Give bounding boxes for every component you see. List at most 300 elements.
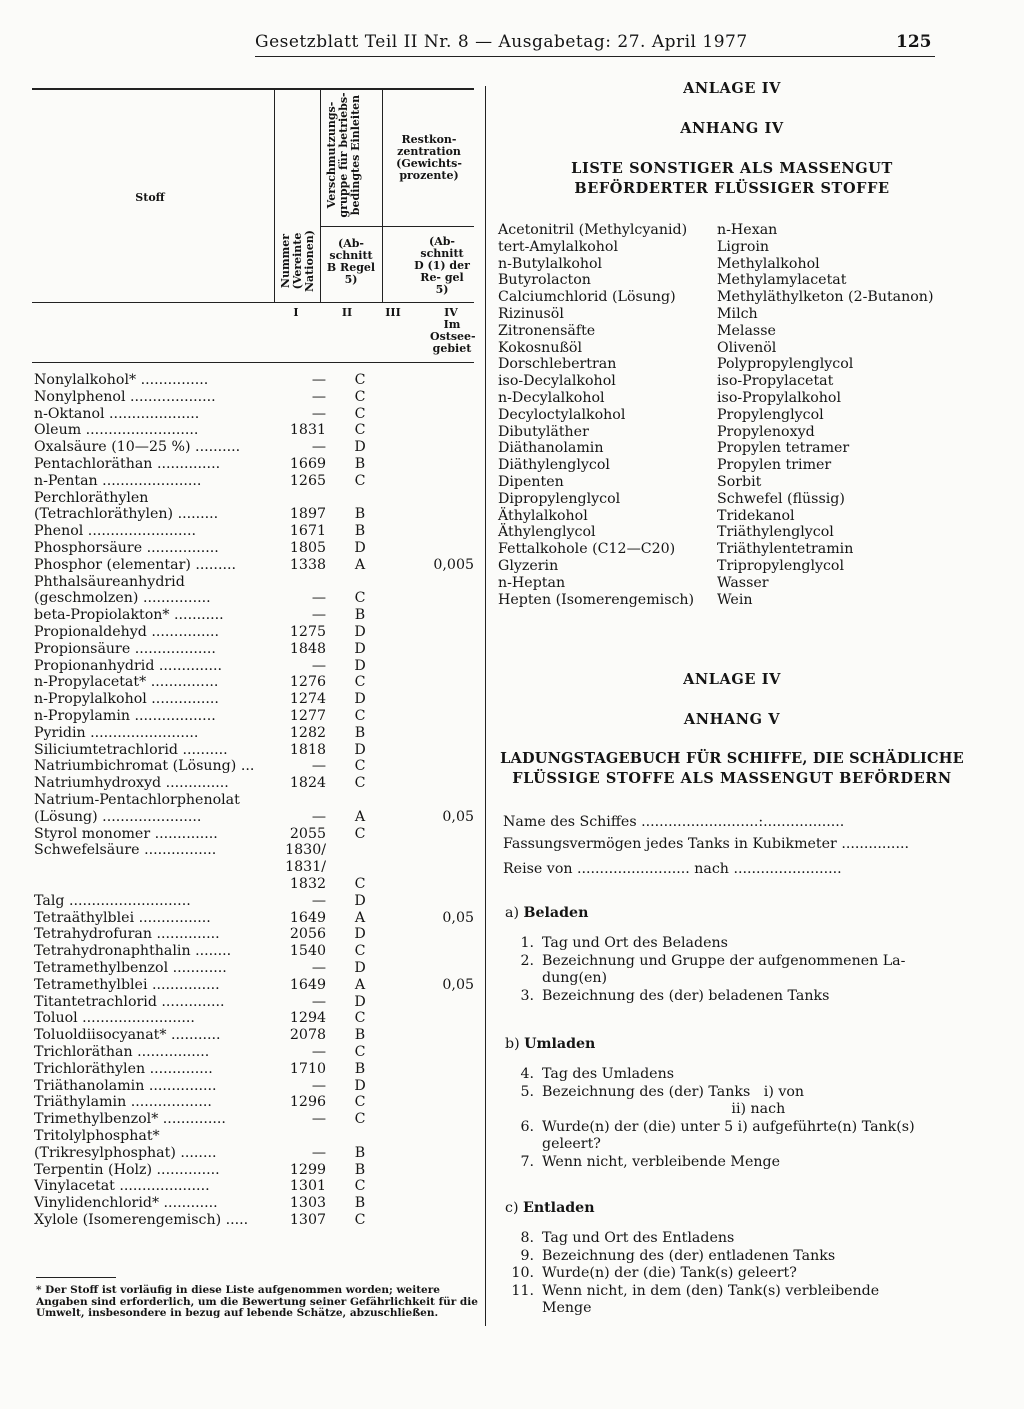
pollution-group: B: [354, 523, 366, 540]
section-c-heading: c) Entladen: [505, 1200, 595, 1216]
pollution-group: A: [354, 556, 366, 573]
un-number: 1276: [289, 674, 326, 691]
un-number: 1301: [289, 1178, 326, 1195]
table-row: [34, 725, 484, 742]
pollution-group: A: [354, 976, 366, 993]
logbook-title-line2: FLÜSSIGE STOFFE ALS MASSENGUT BEFÖRDERN: [512, 770, 952, 787]
substance-name: Tetrahydrofuran ..............: [34, 926, 220, 943]
un-number: —: [311, 388, 326, 405]
list-item: Hepten (Isomerengemisch): [498, 591, 695, 608]
list-item: Propylen trimer: [717, 457, 832, 474]
item-number: 11.: [511, 1282, 534, 1299]
table-row: [34, 1111, 484, 1128]
table-row: [34, 859, 484, 876]
list-item: Calciumchlorid (Lösung): [498, 289, 676, 306]
item-number: 1.: [520, 935, 534, 951]
un-number: 1669: [289, 456, 326, 472]
un-number: —: [311, 892, 326, 909]
col-gruppe-sub: (Ab- schnitt B Regel 5): [326, 237, 376, 286]
un-number: —: [311, 758, 326, 775]
substance-name: (geschmolzen) ...............: [34, 590, 211, 607]
pollution-group: B: [354, 1144, 366, 1161]
substance-name: Tritolylphosphat*: [34, 1128, 160, 1144]
logbook-item: [500, 1265, 797, 1282]
pollution-group: D: [354, 993, 366, 1010]
un-number: 1296: [289, 1094, 326, 1111]
table-row: [34, 977, 484, 994]
logbook-item: [500, 1136, 601, 1153]
logbook-item: [500, 1119, 915, 1136]
list-item: Wasser: [717, 574, 769, 591]
table-row: [34, 1094, 484, 1111]
list-item: Rizinusöl: [498, 305, 564, 322]
list-item: Olivenöl: [717, 339, 777, 356]
pollution-group: D: [354, 1077, 366, 1094]
table-row: [34, 624, 484, 641]
pollution-group: B: [354, 607, 366, 624]
list-item: Schwefel (flüssig): [717, 490, 845, 507]
roman-ii: II: [341, 306, 353, 319]
un-number: —: [311, 372, 326, 388]
table-row: [34, 1128, 484, 1145]
table-row: [34, 557, 484, 574]
list-item: Tripropylenglycol: [717, 557, 845, 574]
table-row: [34, 674, 484, 691]
substance-name: Nonylphenol ...................: [34, 388, 216, 405]
item-text: Menge: [542, 1300, 592, 1316]
pollution-group: B: [354, 456, 366, 472]
list-item: Milch: [717, 305, 758, 322]
substance-name: n-Propylamin ..................: [34, 708, 216, 724]
item-text: Wurde(n) der (die) Tank(s) geleert?: [542, 1265, 797, 1281]
logbook-item: [500, 1066, 674, 1083]
residual-concentration: 0,05: [442, 808, 474, 825]
table-col-line-1: [274, 90, 275, 302]
substance-name: Toluoldiisocyanat* ...........: [34, 1027, 221, 1044]
item-number: 2.: [520, 952, 534, 969]
table-row: [34, 842, 484, 859]
list-item: Methylalkohol: [717, 255, 820, 272]
un-number: 1294: [289, 1010, 326, 1027]
item-text: Bezeichnung und Gruppe der aufgenommenen La-: [542, 952, 906, 969]
un-number: —: [311, 993, 326, 1010]
section-a-items: [500, 935, 960, 1015]
table-row: [34, 691, 484, 708]
list-item: Propylen tetramer: [717, 440, 850, 457]
table-row: [34, 372, 484, 389]
un-number: 1831: [289, 422, 326, 439]
un-number: 1277: [289, 708, 326, 724]
table-row: [34, 876, 484, 893]
substance-name: Pentachloräthan ..............: [34, 456, 221, 472]
pollution-group: B: [354, 724, 366, 741]
substance-name: n-Propylalkohol ...............: [34, 691, 219, 708]
list-item: iso-Propylalkohol: [717, 389, 842, 406]
list-item: Melasse: [717, 322, 776, 339]
pollution-group: C: [354, 876, 366, 892]
table-row: [34, 910, 484, 927]
item-text: Bezeichnung des (der) beladenen Tanks: [542, 987, 830, 1004]
un-number: —: [311, 1144, 326, 1161]
substance-name: Propionsäure ..................: [34, 640, 216, 657]
un-number: —: [311, 439, 326, 456]
un-number: 1649: [289, 976, 326, 993]
table-row: [34, 641, 484, 658]
roman-i: I: [293, 306, 299, 319]
substance-name: Natriumhydroxyd ..............: [34, 775, 229, 792]
table-row: [34, 590, 484, 607]
table-row: [34, 708, 484, 725]
pollution-group: D: [354, 892, 366, 909]
un-number: —: [311, 590, 326, 607]
list-item: Sorbit: [717, 473, 762, 490]
un-number: 1897: [289, 506, 326, 523]
roman-iv: IV: [444, 306, 458, 319]
list-item: n-Heptan: [498, 574, 566, 591]
table-row: [34, 809, 484, 826]
table-row: [34, 574, 484, 591]
table-row: [34, 389, 484, 406]
list-item: n-Hexan: [717, 222, 778, 238]
list-item: Zitronensäfte: [498, 322, 596, 339]
substance-name: Trimethylbenzol* ..............: [34, 1111, 226, 1128]
pollution-group: B: [354, 1060, 366, 1077]
pollution-group: B: [354, 1027, 366, 1044]
section-b-heading: b) Umladen: [505, 1036, 596, 1052]
list-item: iso-Propylacetat: [717, 373, 834, 390]
item-number: 7.: [520, 1153, 534, 1170]
table-row: [34, 1044, 484, 1061]
logbook-item: [500, 1283, 879, 1300]
pollution-group: C: [354, 1178, 366, 1195]
un-number: 1848: [289, 640, 326, 657]
table-col-line-2: [320, 90, 321, 302]
item-number: 3.: [520, 987, 534, 1004]
pollution-group: C: [354, 708, 366, 724]
pollution-group: C: [354, 1010, 366, 1027]
pollution-group: D: [354, 926, 366, 943]
table-top-rule: [32, 88, 474, 90]
un-number: —: [311, 960, 326, 976]
un-number: 2056: [289, 926, 326, 943]
substance-name: Tetraäthylblei ................: [34, 909, 211, 926]
table-row: [34, 1195, 484, 1212]
table-row: [34, 473, 484, 490]
anhang-v-heading: ANHANG V: [683, 711, 781, 728]
logbook-item: [500, 953, 905, 970]
substance-list-col1: [498, 222, 713, 608]
item-number: 5.: [520, 1083, 534, 1100]
substance-name: Toluol .........................: [34, 1010, 195, 1027]
substance-name: Phosphor (elementar) .........: [34, 556, 236, 573]
pollution-group: C: [354, 674, 366, 691]
logbook-item: [500, 1300, 592, 1317]
item-text: Tag des Umladens: [542, 1066, 674, 1082]
substance-name: Oxalsäure (10—25 %) ..........: [34, 439, 241, 456]
substance-name: n-Propylacetat* ...............: [34, 674, 219, 691]
table-row: [34, 994, 484, 1011]
pollution-group: C: [354, 1044, 366, 1060]
item-text: Wurde(n) der (die) unter 5 i) aufgeführte(n) Tank(s): [542, 1118, 915, 1135]
list-item: Tridekanol: [717, 507, 795, 524]
un-number: —: [311, 808, 326, 825]
list-item: Äthylalkohol: [498, 507, 588, 524]
table-row: [34, 926, 484, 943]
table-row: [34, 758, 484, 775]
list-item: Propylenoxyd: [717, 423, 815, 440]
table-header-rule: [32, 302, 474, 303]
table-row: [34, 1010, 484, 1027]
substance-name: Vinylacetat ....................: [34, 1178, 210, 1195]
table-row: [34, 1027, 484, 1044]
un-number: 1831/: [285, 859, 326, 876]
list-item: Butyrolacton: [498, 272, 591, 289]
table-row: [34, 406, 484, 423]
voyage-line: Reise von ......................... nach ........................: [503, 861, 842, 877]
list-item: Äthylenglycol: [498, 524, 596, 541]
logbook-title-line1: LADUNGSTAGEBUCH FÜR SCHIFFE, DIE SCHÄDLICHE: [500, 750, 964, 767]
list-item: Propylenglycol: [717, 406, 824, 423]
pollution-group: D: [354, 960, 366, 976]
item-number: 6.: [520, 1118, 534, 1135]
substance-name: Schwefelsäure ................: [34, 842, 217, 859]
table-row: [34, 490, 484, 507]
substance-name: Styrol monomer ..............: [34, 825, 218, 842]
substance-name: n-Pentan ......................: [34, 472, 202, 489]
item-text: Wenn nicht, in dem (den) Tank(s) verbleibende: [542, 1282, 880, 1299]
list-item: Fettalkohole (C12—C20): [498, 541, 676, 558]
list-item: Triäthylenglycol: [717, 524, 834, 541]
substance-name: Siliciumtetrachlorid ..........: [34, 741, 228, 758]
table-row: [34, 1178, 484, 1195]
substance-name: Terpentin (Holz) ..............: [34, 1161, 220, 1178]
un-number: 1649: [289, 909, 326, 926]
page-number: 125: [896, 32, 932, 52]
list-item: Glyzerin: [498, 557, 559, 574]
un-number: 1540: [289, 943, 326, 960]
substance-name: Tetramethylblei ...............: [34, 976, 220, 993]
logbook-item: [500, 935, 728, 952]
list-item: Diäthanolamin: [498, 440, 604, 457]
list-item: n-Decylalkohol: [498, 389, 605, 406]
item-text: dung(en): [542, 970, 608, 986]
list-item: Dipenten: [498, 473, 564, 490]
pollution-group: D: [354, 540, 366, 556]
list-item: Kokosnußöl: [498, 339, 583, 356]
header-rule: [255, 56, 935, 57]
table-row: [34, 439, 484, 456]
section-b-items: [500, 1066, 960, 1176]
table-row: [34, 1162, 484, 1179]
table-row: [34, 826, 484, 843]
substance-name: Phenol ........................: [34, 523, 197, 540]
pollution-group: C: [354, 775, 366, 792]
substance-name: Tetrahydronaphthalin ........: [34, 943, 232, 960]
un-number: —: [311, 607, 326, 624]
item-text: Bezeichnung des (der) entladenen Tanks: [542, 1247, 836, 1264]
footnote-rule: [36, 1277, 116, 1278]
pollution-group: C: [354, 590, 366, 607]
pollution-group: D: [354, 657, 366, 674]
un-number: 1299: [289, 1161, 326, 1178]
un-number: 1338: [289, 556, 326, 573]
table-row: [34, 1061, 484, 1078]
un-number: —: [311, 405, 326, 422]
ship-name-line: Name des Schiffes ..........................:..................: [503, 814, 845, 830]
substance-name: Phosphorsäure ................: [34, 540, 219, 556]
un-number: —: [311, 1077, 326, 1094]
substance-name: (Lösung) ......................: [34, 808, 202, 825]
un-number: 1830/: [285, 842, 326, 859]
residual-concentration: 0,005: [433, 556, 474, 573]
col-gruppe-header: Verschmutzungs- gruppe für betriebs- bedingtes Einleiten: [325, 92, 362, 218]
list-item: Ligroin: [717, 238, 770, 255]
pollution-group: D: [354, 624, 366, 640]
pollution-group: C: [354, 943, 366, 960]
logbook-item: [500, 1248, 835, 1265]
capacity-line: Fassungsvermögen jedes Tanks in Kubikmeter ...............: [503, 836, 909, 852]
table-row: [34, 893, 484, 910]
table-roman-rule: [32, 362, 474, 363]
pollution-group: D: [354, 640, 366, 657]
list-item: Methyläthylketon (2-Butanon): [717, 289, 934, 306]
un-number: 1274: [289, 691, 326, 708]
pollution-group: A: [354, 909, 366, 926]
un-number: 2055: [289, 825, 326, 842]
pollution-group: D: [354, 741, 366, 758]
substance-name: beta-Propiolakton* ...........: [34, 607, 224, 624]
table-col-line-3: [382, 90, 383, 302]
substance-name: Pyridin ........................: [34, 724, 199, 741]
anlage-iv-heading: ANLAGE IV: [683, 80, 781, 97]
logbook-item: [500, 1230, 734, 1247]
substance-name: Propionaldehyd ...............: [34, 624, 220, 640]
substance-list-col2: [717, 222, 967, 608]
pollution-group: C: [354, 825, 366, 842]
list-item: n-Butylalkohol: [498, 255, 603, 272]
pollution-group: C: [354, 472, 366, 489]
section-c-items: [500, 1230, 960, 1330]
column-divider: [485, 86, 486, 1326]
un-number: 1818: [289, 741, 326, 758]
list-item: Methylamylacetat: [717, 272, 847, 289]
pollution-group: C: [354, 758, 366, 775]
roman-iii: III: [385, 306, 401, 319]
substance-name: Natriumbichromat (Lösung) ...: [34, 758, 255, 775]
substance-name: Trichloräthylen ..............: [34, 1060, 213, 1077]
un-number: 1303: [289, 1195, 326, 1212]
substance-name: Xylole (Isomerengemisch) .....: [34, 1212, 249, 1228]
item-text: Tag und Ort des Beladens: [542, 935, 728, 951]
substance-name: (Tetrachloräthylen) .........: [34, 506, 219, 523]
table-row: [34, 1145, 484, 1162]
list-item: Dorschlebertran: [498, 356, 617, 373]
pollution-group: D: [354, 691, 366, 708]
un-number: 1282: [289, 724, 326, 741]
substance-name: Triäthylamin ..................: [34, 1094, 212, 1111]
pollution-group: B: [354, 1161, 366, 1178]
un-number: 1824: [289, 775, 326, 792]
pollution-group: C: [354, 422, 366, 439]
list-item: Dipropylenglycol: [498, 490, 621, 507]
un-number: 1307: [289, 1212, 326, 1228]
list-item: Polypropylenglycol: [717, 356, 854, 373]
pollution-group: C: [354, 1212, 366, 1228]
substance-name: Propionanhydrid ..............: [34, 657, 223, 674]
table-row: [34, 742, 484, 759]
table-row: [34, 523, 484, 540]
item-number: 9.: [520, 1247, 534, 1264]
pollution-group: B: [354, 1195, 366, 1212]
list-item: Diäthylenglycol: [498, 457, 610, 474]
col-stoff-header: Stoff: [135, 191, 165, 204]
un-number: 2078: [289, 1027, 326, 1044]
item-text: Bezeichnung des (der) Tanks i) von: [542, 1083, 805, 1100]
pollution-group: A: [354, 808, 366, 825]
pollution-group: B: [354, 506, 366, 523]
table-row: [34, 1212, 484, 1229]
pollution-group: C: [354, 1094, 366, 1111]
substance-name: Trichloräthan ................: [34, 1044, 210, 1060]
substance-name: n-Oktanol ....................: [34, 405, 200, 422]
table-sub-rule: [320, 226, 474, 227]
un-number: —: [311, 1044, 326, 1060]
pollution-group: C: [354, 372, 366, 388]
page-header: Gesetzblatt Teil II Nr. 8 — Ausgabetag: 27. April 1977: [255, 32, 748, 52]
un-number: 1832: [289, 876, 326, 892]
logbook-item: [500, 988, 829, 1005]
pollution-group: C: [354, 405, 366, 422]
list-item: Decyloctylalkohol: [498, 406, 626, 423]
item-text: Tag und Ort des Entladens: [542, 1230, 735, 1246]
col-rest-sub: (Ab- schnitt D (1) der Re- gel 5): [414, 235, 470, 296]
un-number: 1805: [289, 540, 326, 556]
col-nummer-header: Nummer (Vereinte Nationen): [279, 230, 316, 292]
col-ostsee: Im Ostsee- gebiet: [430, 318, 476, 355]
list-title-line2: BEFÖRDERTER FLÜSSIGER STOFFE: [574, 180, 890, 197]
substance-name: Talg ...........................: [34, 892, 191, 909]
substance-name: Natrium-Pentachlorphenolat: [34, 792, 240, 808]
substance-name: Perchloräthylen: [34, 489, 149, 506]
substance-name: Tetramethylbenzol ............: [34, 960, 227, 976]
table-row: [34, 607, 484, 624]
list-item: Wein: [717, 591, 753, 608]
item-number: 8.: [520, 1230, 534, 1246]
un-number: —: [311, 1111, 326, 1128]
pollution-group: C: [354, 1111, 366, 1128]
substance-name: Nonylalkohol* ...............: [34, 372, 209, 388]
list-item: Dibutyläther: [498, 423, 589, 440]
table-row: [34, 456, 484, 473]
list-item: tert-Amylalkohol: [498, 238, 618, 255]
table-row: [34, 960, 484, 977]
substance-name: Vinylidenchlorid* ............: [34, 1195, 218, 1212]
substance-name: Titantetrachlorid ..............: [34, 993, 225, 1010]
un-number: 1671: [289, 523, 326, 540]
item-text: Wenn nicht, verbleibende Menge: [542, 1153, 780, 1170]
logbook-item: [500, 1084, 804, 1101]
list-item: Acetonitril (Methylcyanid): [498, 222, 688, 238]
col-rest-header: Restkon- zentration (Gewichts- prozente): [396, 133, 462, 182]
table-row: [34, 422, 484, 439]
un-number: 1710: [289, 1060, 326, 1077]
table-row: [34, 540, 484, 557]
pollution-group: D: [354, 439, 366, 456]
table-row: [34, 658, 484, 675]
item-text: ii) nach: [542, 1101, 786, 1117]
substance-name: (Trikresylphosphat) ........: [34, 1144, 217, 1161]
item-number: 4.: [520, 1066, 534, 1082]
